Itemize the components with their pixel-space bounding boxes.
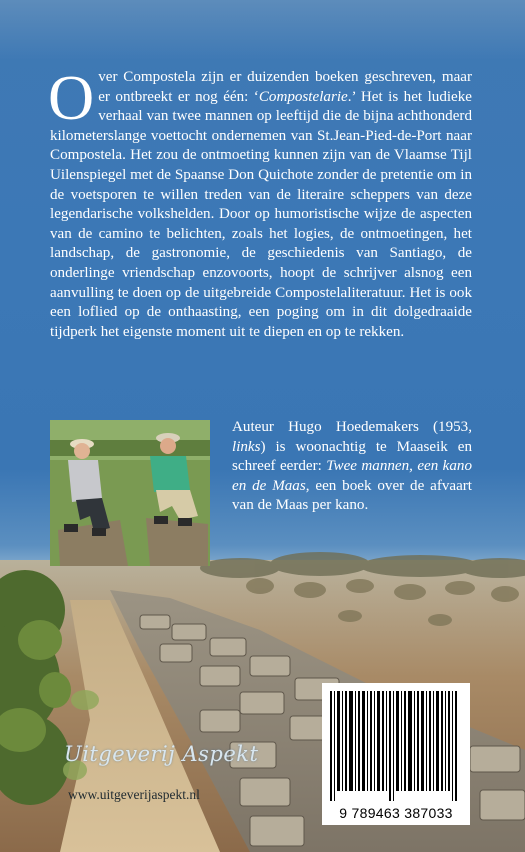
author-bio-part-1: Auteur Hugo Hoedemakers (1953, (232, 419, 472, 435)
publisher-logo: Uitgeverij Aspekt (64, 742, 259, 766)
barcode-bars (322, 687, 470, 807)
blurb-text-part-1: ver Compostela zijn er duizenden boeken geschreven, maar er ontbreekt er nog één: ‘ (98, 69, 472, 105)
author-bio-part-3: een boek over de afvaart van de Maas per kano. (232, 477, 473, 514)
publisher-website: www.uitgeverijaspekt.nl (68, 787, 200, 802)
author-bio-part-2: ) is woonachtig te Maaseik en schreef eerder: (232, 438, 472, 475)
author-bio-italic-links: links (232, 438, 261, 455)
sky-band (0, 0, 525, 60)
blurb-text-part-2: .’ Het is het ludieke verhaal van twee mannen op leeftijd die de bijna achthonderd kilometerslange voettocht ondernemen van St.Jean-Pied-de-Port naar Compostela. Het zou de ontmoeting kunnen zijn van de Vlaamse Tijl Uilenspiegel met de Spaanse Don Quichote zonder de pretentie om in de voetsporen te willen treden van de literaire scheppers van deze legendarische volkshelden. Door op humoristische wijze de aspecten van de camino te belichten, zoals het logies, de ontmoetingen, het landschap, de gastronomie, de geschiedenis van Santiago, de onderlinge vriendschap enzovoorts, hoopt de schrijver alsnog een aanvulling te doen op de uitgebreide Compostelaliteratuur. Het is ook een loflied op de onthaasting, een poging om in dit dolgedraaide tijdperk het eigenste moment uit te diepen en op te rekken. (50, 88, 473, 340)
previous-book-title: Twee mannen, een kano en de Maas, (232, 458, 473, 494)
author-bio (232, 418, 472, 516)
isbn-barcode (322, 683, 470, 825)
isbn-number: 9 789463 387033 (339, 805, 453, 821)
book-title-italic: Compostelarie (258, 88, 348, 105)
back-cover-blurb (48, 62, 473, 342)
author-photo (50, 420, 210, 566)
drop-cap: O (48, 62, 95, 133)
